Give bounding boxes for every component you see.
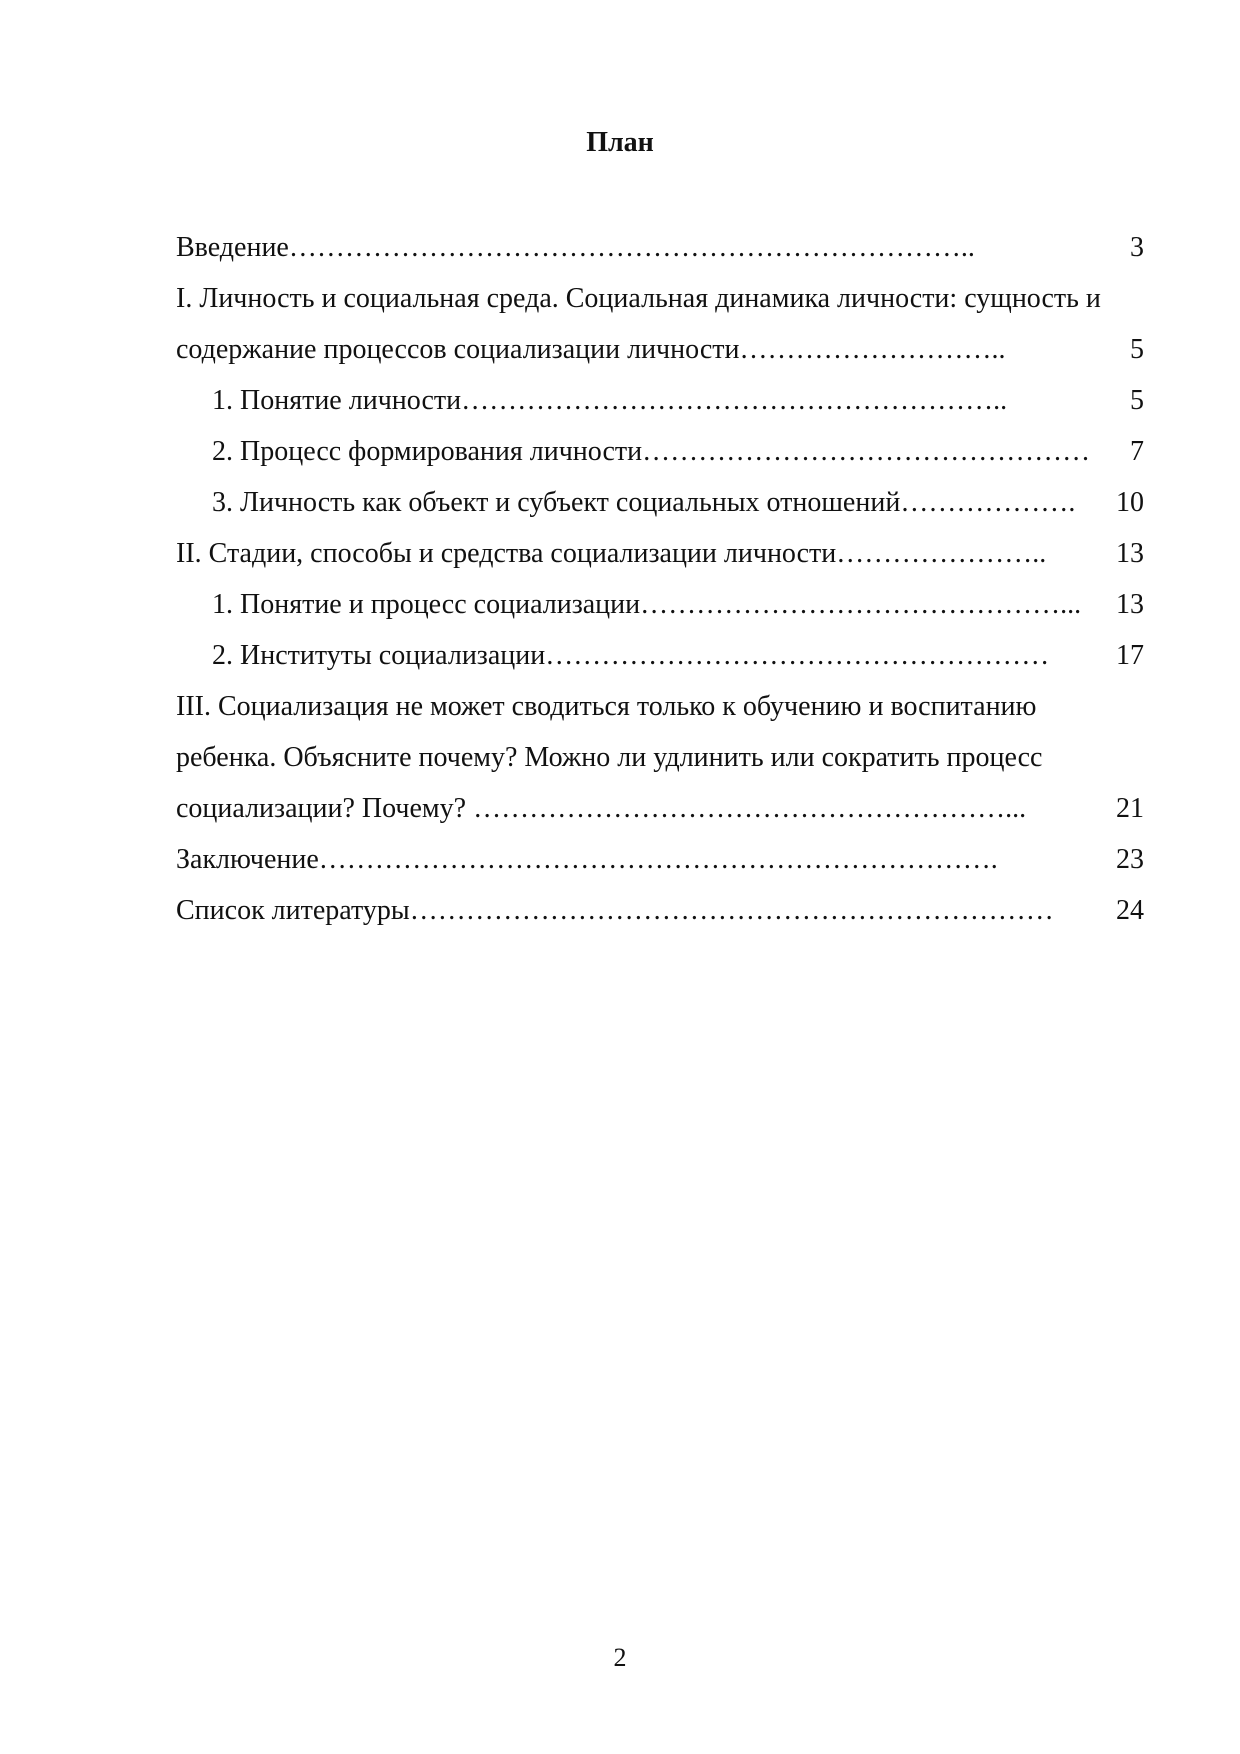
toc-entry-1-2	[176, 426, 1144, 477]
toc-entry-text: Введение	[176, 232, 289, 263]
toc-dot-leader: …………………………………………………..	[461, 385, 1008, 416]
toc-dot-leader: ………………………………………...	[640, 589, 1082, 620]
toc-entry-text: Список литературы	[176, 895, 410, 926]
toc-entry-conclusion	[176, 834, 1144, 885]
toc-entry-1-3	[176, 477, 1144, 528]
page-title: План	[586, 127, 654, 158]
toc-entry-text: 1. Понятие личности	[212, 385, 462, 416]
toc-dot-leader: …………………………………………	[642, 436, 1091, 467]
toc-page-number: 21	[1116, 793, 1144, 824]
toc-page-number: 13	[1116, 589, 1144, 620]
table-of-contents	[176, 222, 1144, 936]
toc-dot-leader: ……………………………………………………………….	[318, 844, 998, 875]
toc-chapter3-line1: III. Социализация не может сводиться только к обучению и воспитанию	[176, 691, 1037, 722]
toc-page-number: 17	[1116, 640, 1144, 671]
toc-entry-text: II. Стадии, способы и средства социализации личности	[176, 538, 837, 569]
toc-dot-leader: ………………………………………………………………..	[288, 232, 975, 263]
toc-page-number: 5	[1130, 334, 1144, 365]
toc-dot-leader: ……………………………………………………………	[409, 895, 1054, 926]
toc-entry-text: 2. Процесс формирования личности	[212, 436, 643, 467]
toc-chapter1-line1: I. Личность и социальная среда. Социальная динамика личности: сущность и	[176, 283, 1101, 314]
toc-entry-text: 2. Институты социализации	[212, 640, 546, 671]
toc-page-number: 10	[1116, 487, 1144, 518]
toc-entry-text: содержание процессов социализации личности	[176, 334, 740, 365]
toc-entry-text: социализации? Почему?	[176, 793, 474, 824]
toc-entry-chapter3	[176, 783, 1144, 834]
toc-entry-references	[176, 885, 1144, 936]
toc-entry-chapter2	[176, 528, 1144, 579]
toc-entry-2-1	[176, 579, 1144, 630]
toc-page-number: 3	[1130, 232, 1144, 263]
toc-entry-text: Заключение	[176, 844, 319, 875]
toc-page-number: 24	[1116, 895, 1144, 926]
toc-page-number: 5	[1130, 385, 1144, 416]
toc-dot-leader: …………………………………………………...	[473, 793, 1027, 824]
toc-entry-1-1	[176, 375, 1144, 426]
toc-dot-leader: ……………….	[900, 487, 1076, 518]
toc-entry-chapter1	[176, 324, 1144, 375]
toc-entry-intro	[176, 222, 1144, 273]
toc-dot-leader: ………………………..	[739, 334, 1006, 365]
toc-entry-text: 1. Понятие и процесс социализации	[212, 589, 641, 620]
page-number: 2	[613, 1643, 627, 1672]
toc-page-number: 13	[1116, 538, 1144, 569]
toc-page-number: 7	[1130, 436, 1144, 467]
toc-page-number: 23	[1116, 844, 1144, 875]
toc-dot-leader: …………………..	[836, 538, 1047, 569]
toc-entry-text: 3. Личность как объект и субъект социальных отношений	[212, 487, 901, 518]
toc-entry-2-2	[176, 630, 1144, 681]
toc-dot-leader: ………………………………………………	[545, 640, 1050, 671]
toc-chapter3-line2: ребенка. Объясните почему? Можно ли удлинить или сократить процесс	[176, 742, 1043, 773]
